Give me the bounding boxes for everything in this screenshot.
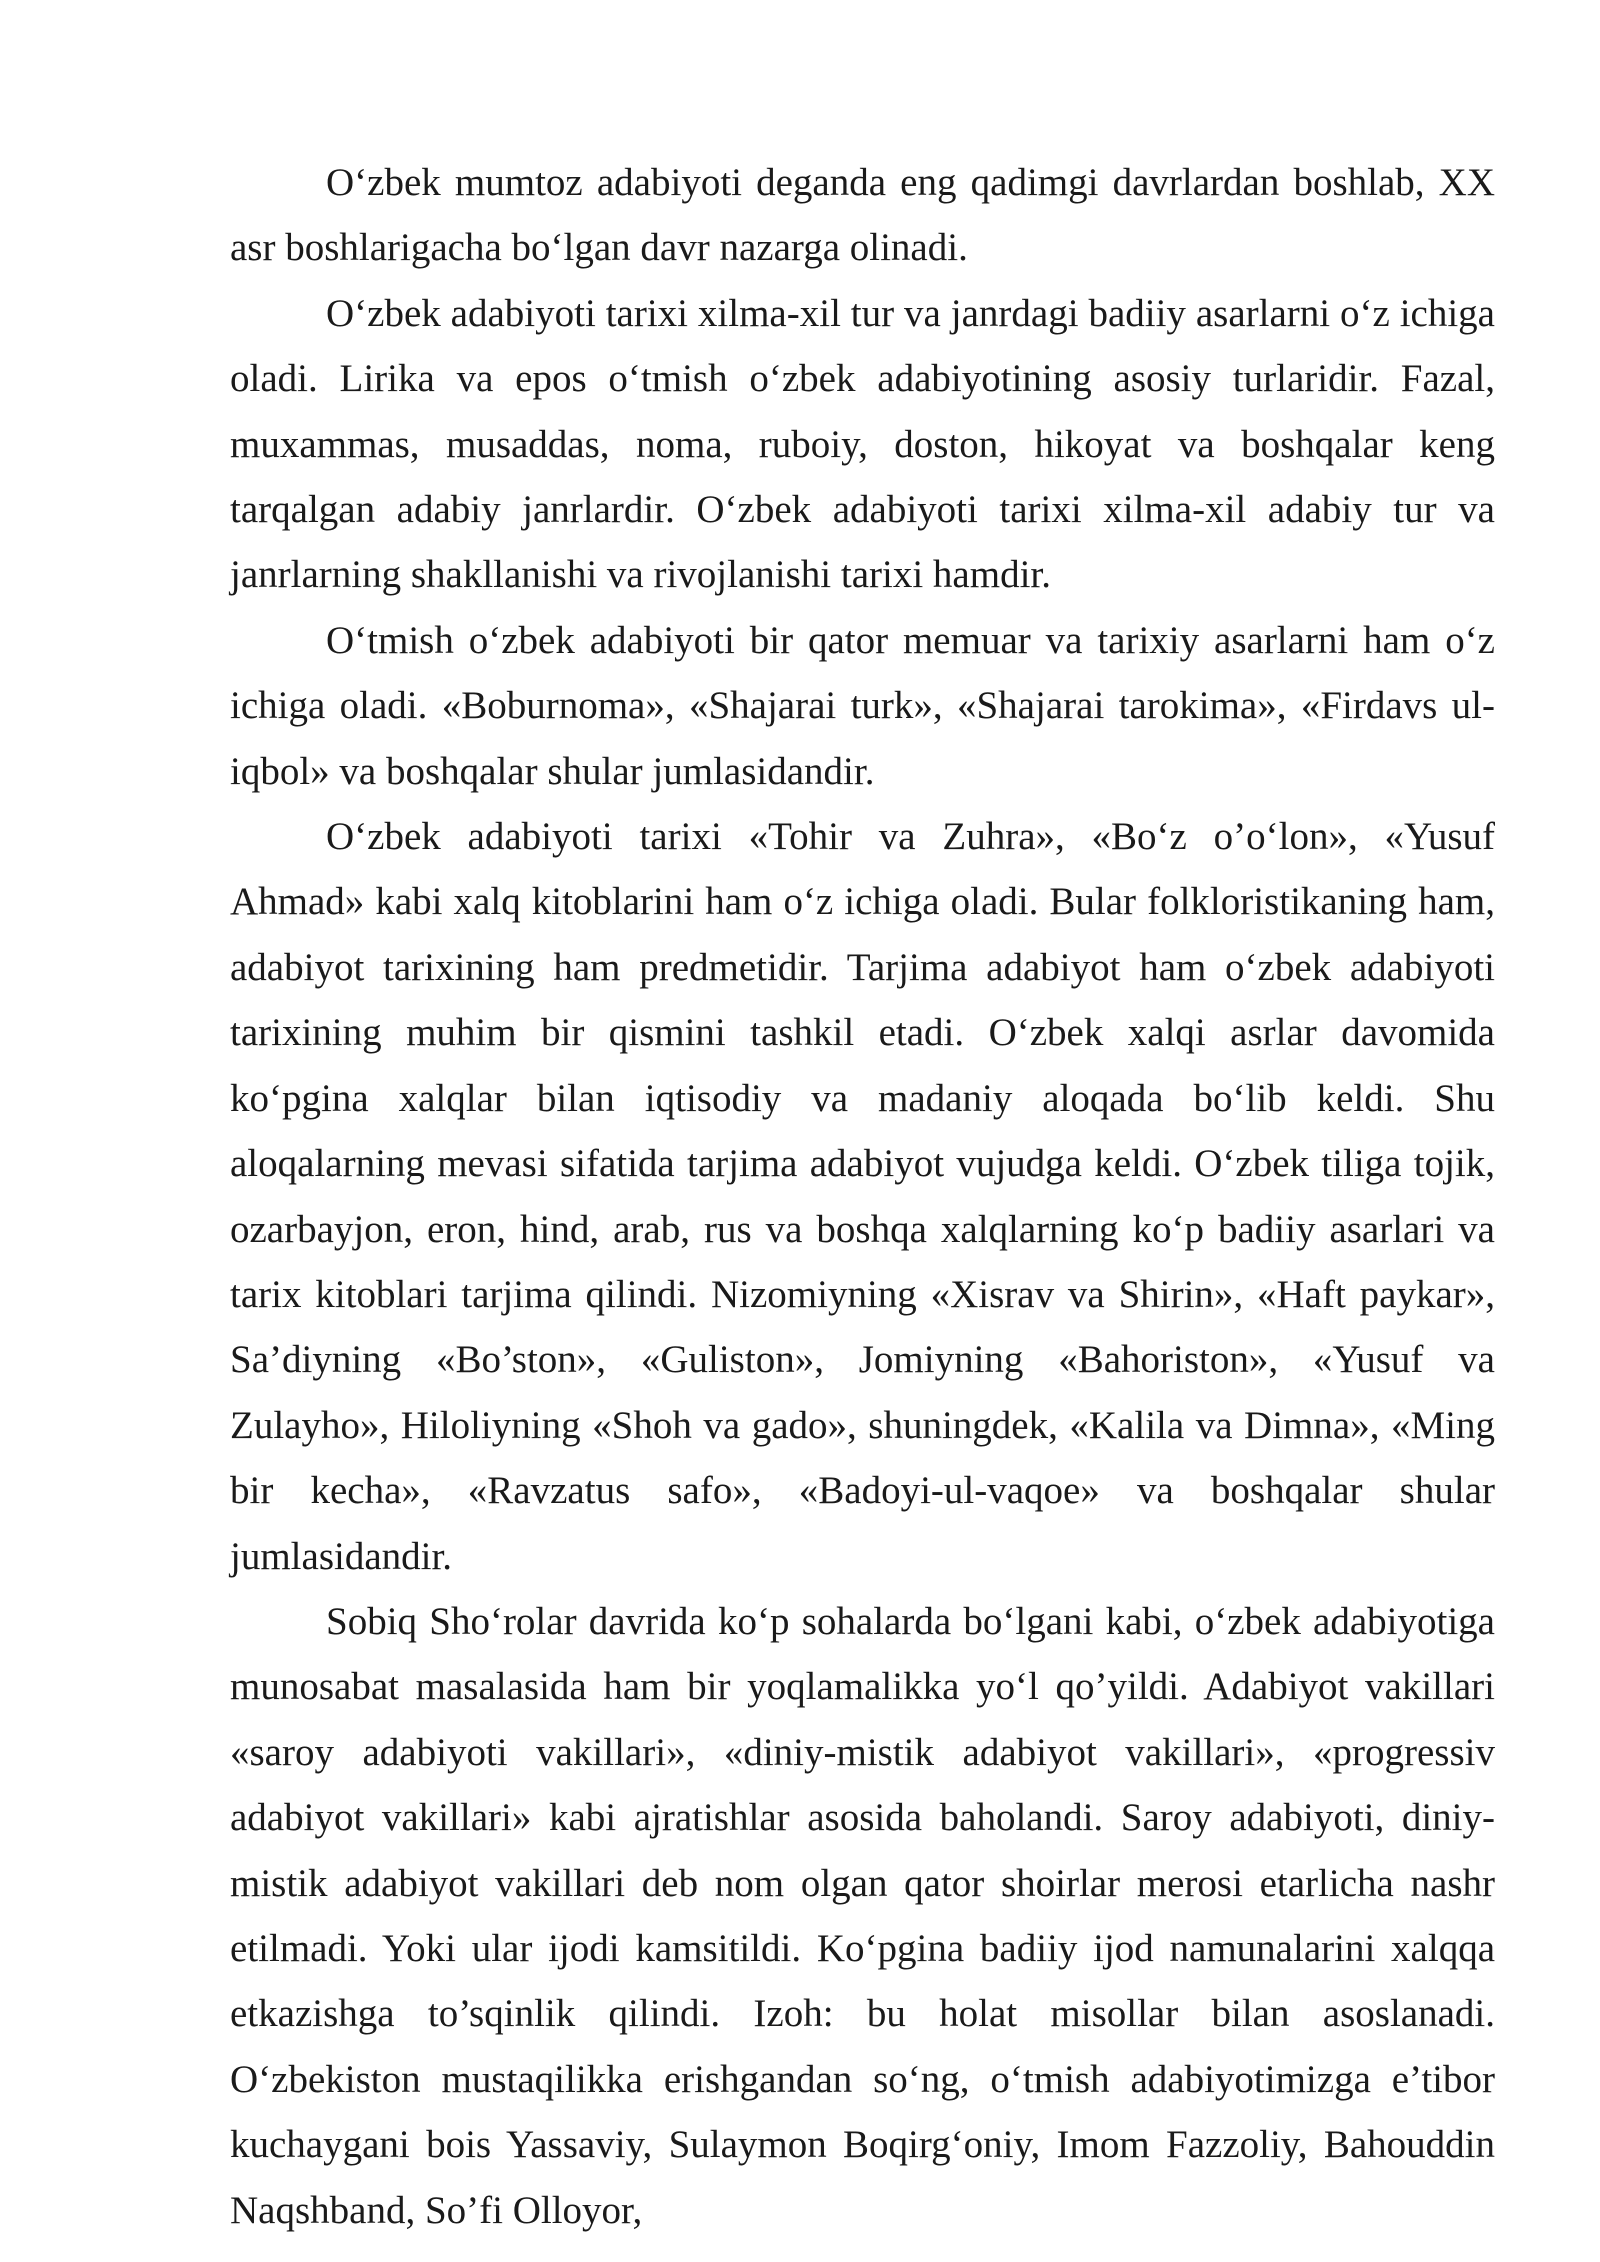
paragraph-genres: O‘zbek adabiyoti tarixi xilma-xil tur va janrdagi badiiy asarlarni o‘z ichiga oladi. Lirika va epos o‘tmish o‘zbek adabiyotining asosiy turlaridir. Fazal, muxammas, musaddas, noma, ruboiy, doston, hikoyat va boshqalar keng tarqalgan adabiy janrlardir. O‘zbek adabiyoti tarixi xilma-xil adabiy tur va janrlarning shakllanishi va rivojlanishi tarixi hamdir. — [230, 291, 1495, 597]
document-page — [230, 150, 1495, 2243]
paragraph-classical-literature-definition: O‘zbek mumtoz adabiyoti deganda eng qadimgi davrlardan boshlab, XX asr boshlarigacha bo‘lgan davr nazarga olinadi. — [230, 161, 1495, 270]
paragraph-folk-books-translations: O‘zbek adabiyoti tarixi «Tohir va Zuhra», «Bo‘z o’o‘lon», «Yusuf Ahmad» kabi xalq kitoblarini ham o‘z ichiga oladi. Bular folkloristikaning ham, adabiyot tarixining ham predmetidir. Tarjima adabiyot ham o‘zbek adabiyoti tarixining muhim bir qismini tashkil etadi. O‘zbek xalqi asrlar davomida ko‘pgina xalqlar bilan iqtisodiy va madaniy aloqada bo‘lib keldi. Shu aloqalarning mevasi sifatida tarjima adabiyot vujudga keldi. O‘zbek tiliga tojik, ozarbayjon, eron, hind, arab, rus va boshqa xalqlarning ko‘p badiiy asarlari va tarix kitoblari tarjima qilindi. Nizomiyning «Xisrav va Shirin», «Haft paykar», Sa’diyning «Bo’ston», «Guliston», Jomiyning «Bahoriston», «Yusuf va Zulayho», Hiloliyning «Shoh va gado», shuningdek, «Kalila va Dimna», «Ming bir kecha», «Ravzatus safo», «Badoyi-ul-vaqoe» va boshqalar shular jumlasidandir. — [230, 815, 1495, 1578]
paragraph-soviet-period: Sobiq Sho‘rolar davrida ko‘p sohalarda bo‘lgani kabi, o‘zbek adabiyotiga munosabat masalasida ham bir yoqlamalikka yo‘l qo’yildi. Adabiyot vakillari «saroy adabiyoti vakillari», «diniy-mistik adabiyot vakillari», «progressiv adabiyot vakillari» kabi ajratishlar asosida baholandi. Saroy adabiyoti, diniy-mistik adabiyot vakillari deb nom olgan qator shoirlar merosi etarlicha nashr etilmadi. Yoki ular ijodi kamsitildi. Ko‘pgina badiiy ijod namunalarini xalqqa etkazishga to’sqinlik qilindi. Izoh: bu holat misollar bilan asoslanadi. O‘zbekiston mustaqilikka erishgandan so‘ng, o‘tmish adabiyotimizga e’tibor kuchaygani bois Yassaviy, Sulaymon Boqirg‘oniy, Imom Fazzoliy, Bahouddin Naqshband, So’fi Olloyor, — [230, 1599, 1495, 2232]
paragraph-memoirs-historical: O‘tmish o‘zbek adabiyoti bir qator memuar va tarixiy asarlarni ham o‘z ichiga oladi. «Boburnoma», «Shajarai turk», «Shajarai tarokima», «Firdavs ul-iqbol» va boshqalar shular jumlasidandir. — [230, 618, 1495, 793]
